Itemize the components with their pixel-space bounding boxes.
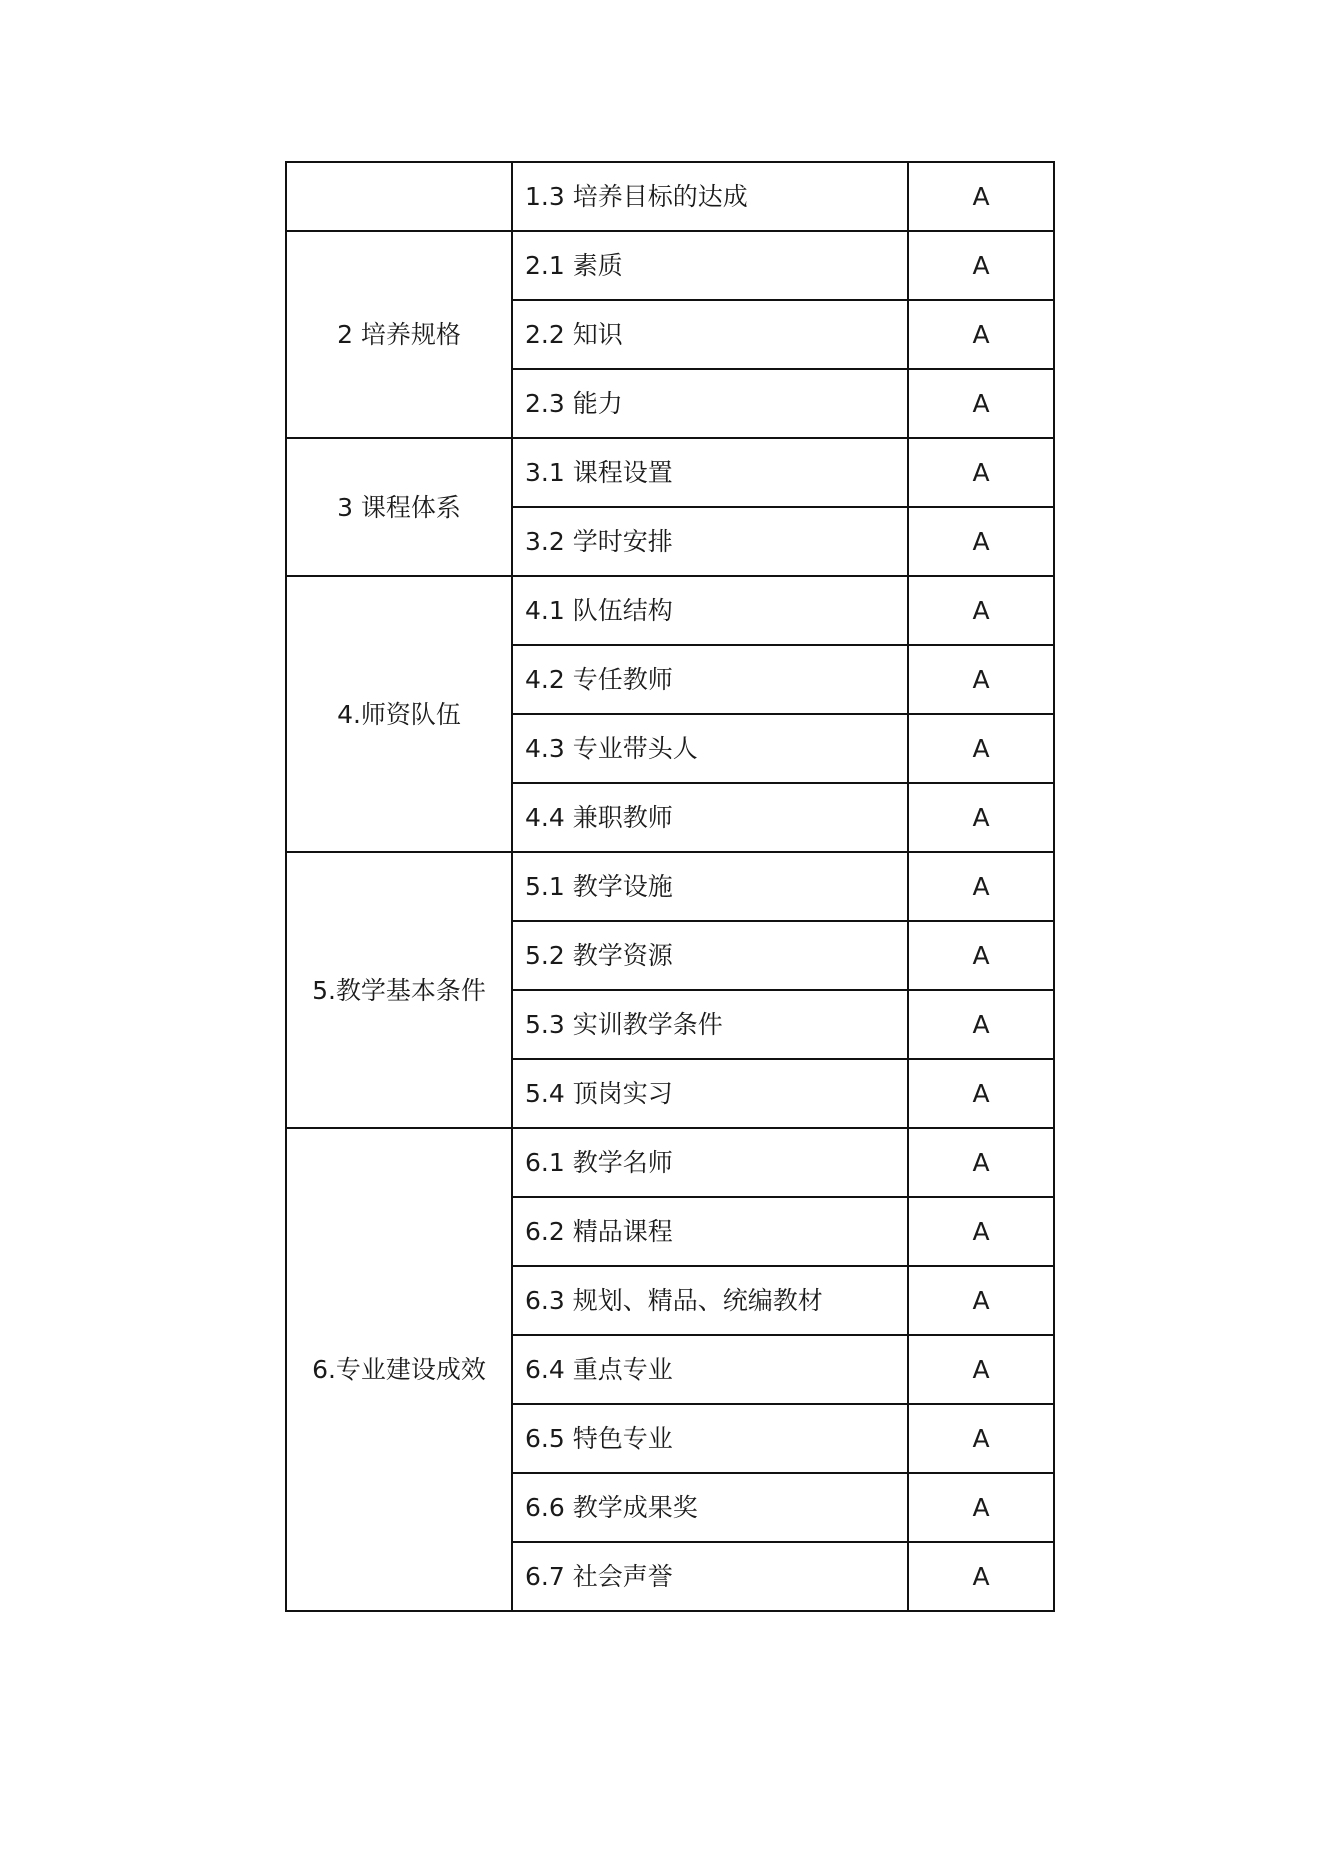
evaluation-table-body [286,162,1054,1611]
item-cell: 5.2 教学资源 [512,921,908,990]
item-cell: 6.1 教学名师 [512,1128,908,1197]
group-cell [286,162,512,231]
table-row [286,438,1054,507]
grade-cell: A [908,369,1054,438]
item-cell: 6.6 教学成果奖 [512,1473,908,1542]
item-cell: 6.2 精品课程 [512,1197,908,1266]
group-cell: 2 培养规格 [286,231,512,438]
evaluation-table [285,161,1055,1612]
item-cell: 6.4 重点专业 [512,1335,908,1404]
item-cell: 5.4 顶岗实习 [512,1059,908,1128]
item-cell: 6.5 特色专业 [512,1404,908,1473]
grade-cell: A [908,300,1054,369]
grade-cell: A [908,576,1054,645]
group-cell: 4.师资队伍 [286,576,512,852]
item-cell: 2.3 能力 [512,369,908,438]
item-cell: 2.2 知识 [512,300,908,369]
grade-cell: A [908,1128,1054,1197]
grade-cell: A [908,921,1054,990]
group-cell: 5.教学基本条件 [286,852,512,1128]
grade-cell: A [908,783,1054,852]
grade-cell: A [908,1542,1054,1611]
item-cell: 4.4 兼职教师 [512,783,908,852]
item-cell: 4.3 专业带头人 [512,714,908,783]
grade-cell: A [908,1197,1054,1266]
grade-cell: A [908,162,1054,231]
item-cell: 5.1 教学设施 [512,852,908,921]
item-cell: 2.1 素质 [512,231,908,300]
grade-cell: A [908,645,1054,714]
grade-cell: A [908,852,1054,921]
table-row [286,1128,1054,1197]
item-cell: 3.1 课程设置 [512,438,908,507]
table-row [286,162,1054,231]
table-row [286,576,1054,645]
item-cell: 5.3 实训教学条件 [512,990,908,1059]
grade-cell: A [908,990,1054,1059]
item-cell: 4.2 专任教师 [512,645,908,714]
item-cell: 3.2 学时安排 [512,507,908,576]
grade-cell: A [908,1404,1054,1473]
grade-cell: A [908,1059,1054,1128]
table-row [286,852,1054,921]
grade-cell: A [908,438,1054,507]
grade-cell: A [908,714,1054,783]
group-cell: 6.专业建设成效 [286,1128,512,1611]
grade-cell: A [908,1266,1054,1335]
item-cell: 6.3 规划、精品、统编教材 [512,1266,908,1335]
grade-cell: A [908,507,1054,576]
item-cell: 4.1 队伍结构 [512,576,908,645]
item-cell: 6.7 社会声誉 [512,1542,908,1611]
grade-cell: A [908,1335,1054,1404]
grade-cell: A [908,231,1054,300]
group-cell: 3 课程体系 [286,438,512,576]
grade-cell: A [908,1473,1054,1542]
item-cell: 1.3 培养目标的达成 [512,162,908,231]
table-row [286,231,1054,300]
